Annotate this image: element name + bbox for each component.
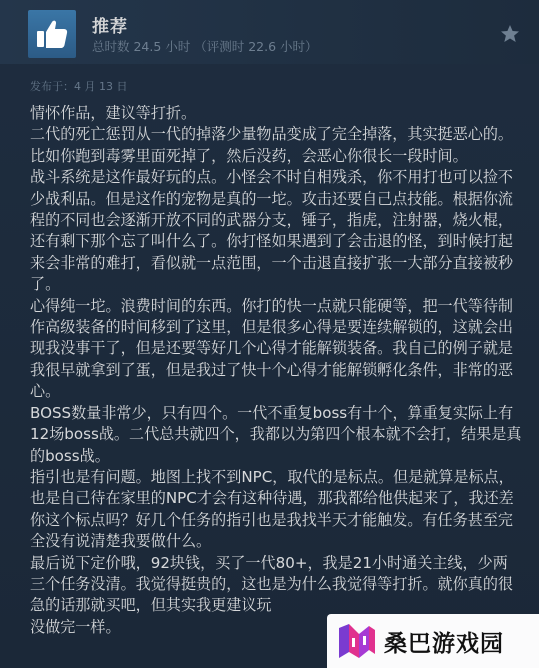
recommendation-title: 推荐 [92, 17, 128, 37]
thumbs-up-icon [34, 16, 70, 52]
review-paragraph: 心得纯一坨。浪费时间的东西。你打的快一点就只能硬等，把一代等待制作高级装备的时间移到了这里，但是很多心得是要连续解锁的，这就会出现我没事干了，但是还要等好几个心得才能解锁装备。我自己的例子就是我很早就拿到了蛋，但是我过了快十个心得才能解锁孵化条件，非常的恶心。 [30, 296, 514, 401]
watermark [327, 614, 539, 668]
review-paragraph: 情怀作品，建议等打折。 [30, 104, 197, 122]
award-button[interactable] [500, 24, 520, 44]
review-body [30, 103, 522, 638]
sangba-logo-icon [337, 622, 377, 660]
posted-date: 发布于：4 月 13 日 [30, 80, 128, 93]
thumbs-up-badge [28, 10, 76, 58]
review-paragraph: 战斗系统是这作最好玩的点。小怪会不时自相残杀，你不用打也可以捡不少战利品。但是这作的宠物是真的一坨。攻击还要自己点技能。根据你流程的不同也会逐渐开放不同的武器分支，锤子，指虎，注射器，烧火棍，还有剩下那个忘了叫什么了。你打怪如果遇到了会击退的怪，到时候打起来会非常的难打，看似就一点范围，一个击退直接扩张一大部分直接被秒了。 [30, 168, 514, 294]
review-paragraph: BOSS数量非常少，只有四个。一代不重复boss有十个，算重复实际上有12场boss战。二代总共就四个，我都以为第四个根本就不会打，结果是真的boss战。 [30, 403, 522, 465]
playtime-hours: 总时数 24.5 小时 （评测时 22.6 小时） [92, 39, 318, 54]
review-paragraph: 最后说下定价哦，92块钱，买了一代80+，我是21小时通关主线，少两三个任务没清。我觉得挺贵的，这也是为什么我觉得等打折。就你真的很急的话那就买吧，但其实我更建议玩 [30, 553, 514, 615]
star-icon [500, 24, 520, 44]
review-paragraph: 指引也是有问题。地图上找不到NPC，取代的是标点。但是就算是标点，也是自己待在家里的NPC才会有这种待遇，那我都给他供起来了，我还差你这个标点吗？好几个任务的指引也是我找半天才能触发。有任务甚至完全没有说清楚我要做什么。 [30, 467, 514, 551]
watermark-text: 桑巴游戏园 [384, 631, 504, 657]
review-header [0, 0, 539, 64]
review-paragraph: 没做完一样。 [30, 617, 121, 636]
review-paragraph: 二代的死亡惩罚从一代的掉落少量物品变成了完全掉落，其实挺恶心的。比如你跑到毒雾里面死掉了，然后没药，会恶心你很长一段时间。 [30, 125, 514, 165]
